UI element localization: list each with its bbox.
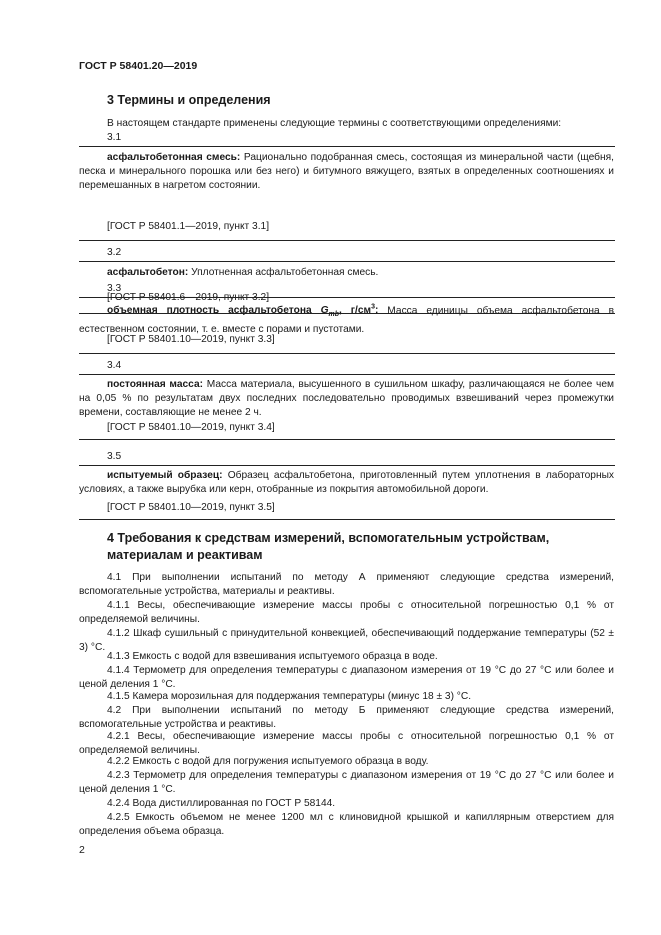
term-definition bbox=[79, 469, 614, 497]
section-4-title bbox=[107, 530, 549, 564]
paragraph: 4.2.5 Емкость объемом не менее 1200 мл с клиновидной крышкой и капиллярным отверстием для определения объема образца. bbox=[79, 812, 614, 838]
term-number: 3.1 bbox=[107, 132, 122, 143]
term-number: 3.5 bbox=[107, 451, 122, 462]
term-name: асфальтобетон: bbox=[107, 267, 189, 278]
term-reference: [ГОСТ Р 58401.10—2019, пункт 3.5] bbox=[107, 502, 275, 513]
term-name bbox=[107, 304, 379, 319]
term-definition bbox=[79, 151, 614, 194]
term-box bbox=[79, 374, 615, 440]
term-unit-superscript: 3 bbox=[371, 304, 375, 311]
document-header: ГОСТ Р 58401.20—2019 bbox=[79, 60, 198, 72]
paragraph: 4.1.3 Емкость с водой для взвешивания испытуемого образца в воде. bbox=[107, 651, 438, 662]
paragraph: 4.1.2 Шкаф сушильный с принудительной конвекцией, обеспечивающий поддержание температуры (52 ± 3) °С. bbox=[79, 628, 614, 654]
paragraph: 4.1.5 Камера морозильная для поддержания температуры (минус 18 ± 3) °С. bbox=[107, 691, 472, 702]
term-reference: [ГОСТ Р 58401.6—2019, пункт 3.2] bbox=[107, 292, 270, 303]
section-3-intro: В настоящем стандарте применены следующие термины с соответствующими определениями: bbox=[107, 118, 562, 129]
term-text: Уплотненная асфальтобетонная смесь. bbox=[188, 267, 379, 278]
section-3-title: 3 Термины и определения bbox=[107, 93, 271, 107]
paragraph: 4.2.1 Весы, обеспечивающие измерение массы пробы с относительной погрешностью 0,1 % от определяемой величины. bbox=[79, 731, 614, 757]
term-number: 3.4 bbox=[107, 360, 122, 371]
term-definition bbox=[79, 266, 614, 280]
term-text: Масса материала, высушенного в сушильном шкафу, различающаяся не более чем на 0,05 % по результатам двух последних последовательно проводимых взвешиваний через промежутки времени, составляющие не менее 2 ч. bbox=[79, 379, 614, 419]
term-box bbox=[79, 465, 615, 520]
paragraph: 4.1.4 Термометр для определения температуры с диапазоном измерения от 19 °С до 27 °С или более и ценой деления 1 °С. bbox=[79, 665, 614, 691]
paragraph: 4.2.3 Термометр для определения температуры с диапазоном измерения от 19 °С до 27 °С или более и ценой деления 1 °С. bbox=[79, 770, 614, 796]
term-symbol: G bbox=[320, 305, 329, 317]
term-box bbox=[79, 146, 615, 241]
term-number: 3.3 bbox=[107, 283, 122, 294]
paragraph: 4.2 При выполнении испытаний по методу Б применяют следующие средства измерений, вспомогательные устройства и реактивы. bbox=[79, 705, 614, 731]
paragraph: 4.1.1 Весы, обеспечивающие измерение массы пробы с относительной погрешностью 0,1 % от определяемой величины. bbox=[79, 600, 614, 626]
term-reference: [ГОСТ Р 58401.10—2019, пункт 3.4] bbox=[107, 422, 275, 433]
term-text: Образец асфальтобетона, приготовленный путем уплотнения в лабораторных условиях, а также вырубка или керн, отобранные из покрытия автомобильной дороги. bbox=[79, 470, 614, 496]
section-4-title-line: 4 Требования к средствам измерений, вспомогательным устройствам, bbox=[107, 531, 550, 545]
section-4-title-line: материалам и реактивам bbox=[107, 548, 263, 562]
term-symbol-subscript: mb bbox=[328, 311, 340, 319]
term-definition bbox=[79, 378, 614, 421]
term-box bbox=[79, 297, 615, 354]
term-colon: : bbox=[374, 305, 379, 317]
term-name: асфальтобетонная смесь: bbox=[107, 152, 241, 163]
term-text: Рационально подобранная смесь, состоящая из минеральной части (щебня, песка и минерального порошка или без него) и битумного вяжущего, взятых в определенных соотношениях и перемешанных в нагретом состоянии. bbox=[79, 152, 614, 192]
page-number: 2 bbox=[79, 844, 85, 856]
term-unit: , г/см bbox=[339, 305, 372, 317]
paragraph: 4.2.2 Емкость с водой для погружения испытуемого образца в воду. bbox=[107, 756, 429, 767]
term-name: постоянная масса: bbox=[107, 379, 204, 390]
term-number: 3.2 bbox=[107, 247, 122, 258]
paragraph: 4.2.4 Вода дистиллированная по ГОСТ Р 58144. bbox=[107, 798, 336, 809]
term-text: Масса единицы объема асфальтобетона в естественном состоянии, т. е. вместе с порами и пустотами. bbox=[79, 305, 614, 335]
paragraph: 4.1 При выполнении испытаний по методу А применяют следующие средства измерений, вспомогательные устройства, материалы и реактивы. bbox=[79, 572, 614, 598]
term-name-part: объемная плотность асфальтобетона bbox=[107, 305, 321, 317]
term-name: испытуемый образец: bbox=[107, 470, 223, 481]
term-definition bbox=[79, 301, 614, 337]
term-reference: [ГОСТ Р 58401.10—2019, пункт 3.3] bbox=[107, 334, 275, 345]
term-reference: [ГОСТ Р 58401.1—2019, пункт 3.1] bbox=[107, 221, 270, 232]
